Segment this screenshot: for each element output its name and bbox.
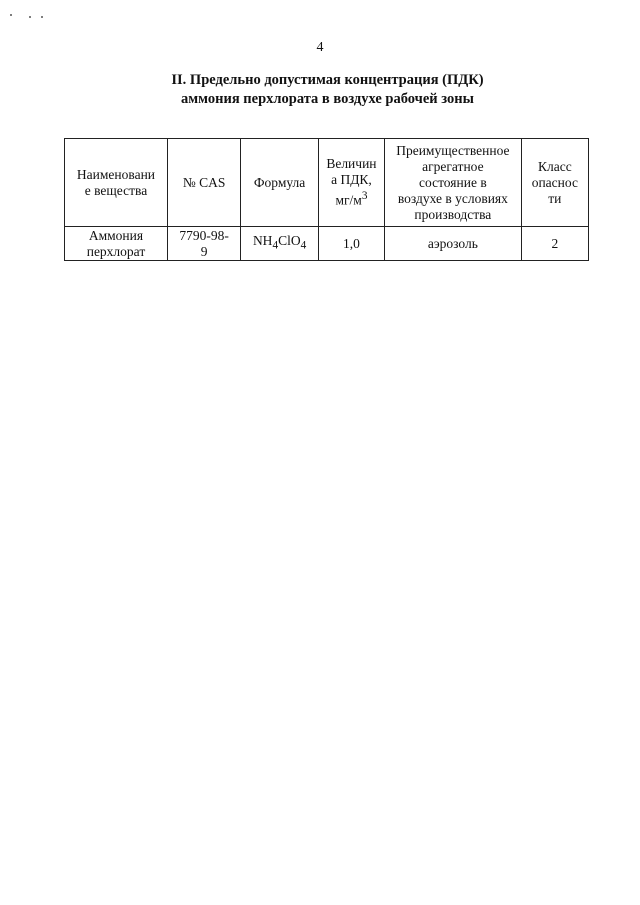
header-substance-name: Наименовани е вещества [65, 139, 168, 227]
scan-speck [41, 16, 43, 18]
cell-pdk-value: 1,0 [318, 227, 384, 261]
header-formula: Формула [241, 139, 318, 227]
cell-cas-number: 7790-98- 9 [167, 227, 240, 261]
scan-speck [10, 14, 12, 16]
cell-substance-name: Аммония перхлорат [65, 227, 168, 261]
header-aggregate-state: Преимущественное агрегатное состояние в воздухе в условиях производства [385, 139, 522, 227]
header-pdk-value [318, 139, 384, 227]
header-pdk-value-text: Величин а ПДК, мг/м [326, 156, 377, 208]
formula-part-clo: ClO [278, 233, 301, 249]
header-cas-number: № CAS [167, 139, 240, 227]
scan-speck [29, 16, 31, 18]
header-pdk-unit-exponent: 3 [361, 190, 368, 203]
table-row [65, 227, 589, 261]
section-title-line-1: II. Предельно допустимая концентрация (ПДК) [171, 72, 484, 88]
cell-formula [241, 227, 318, 261]
formula-part-nh: NH [252, 233, 273, 249]
section-title [60, 71, 595, 109]
page-number: 4 [316, 40, 324, 55]
formula-subscript-2: 4 [300, 239, 307, 252]
table-header-row [65, 139, 589, 227]
pdk-table [64, 138, 589, 261]
section-title-line-2: аммония перхлората в воздухе рабочей зоны [181, 91, 474, 107]
cell-aggregate-state: аэрозоль [385, 227, 522, 261]
formula-subscript-1: 4 [272, 239, 279, 252]
header-hazard-class: Класс опаснос ти [521, 139, 588, 227]
cell-hazard-class: 2 [521, 227, 588, 261]
